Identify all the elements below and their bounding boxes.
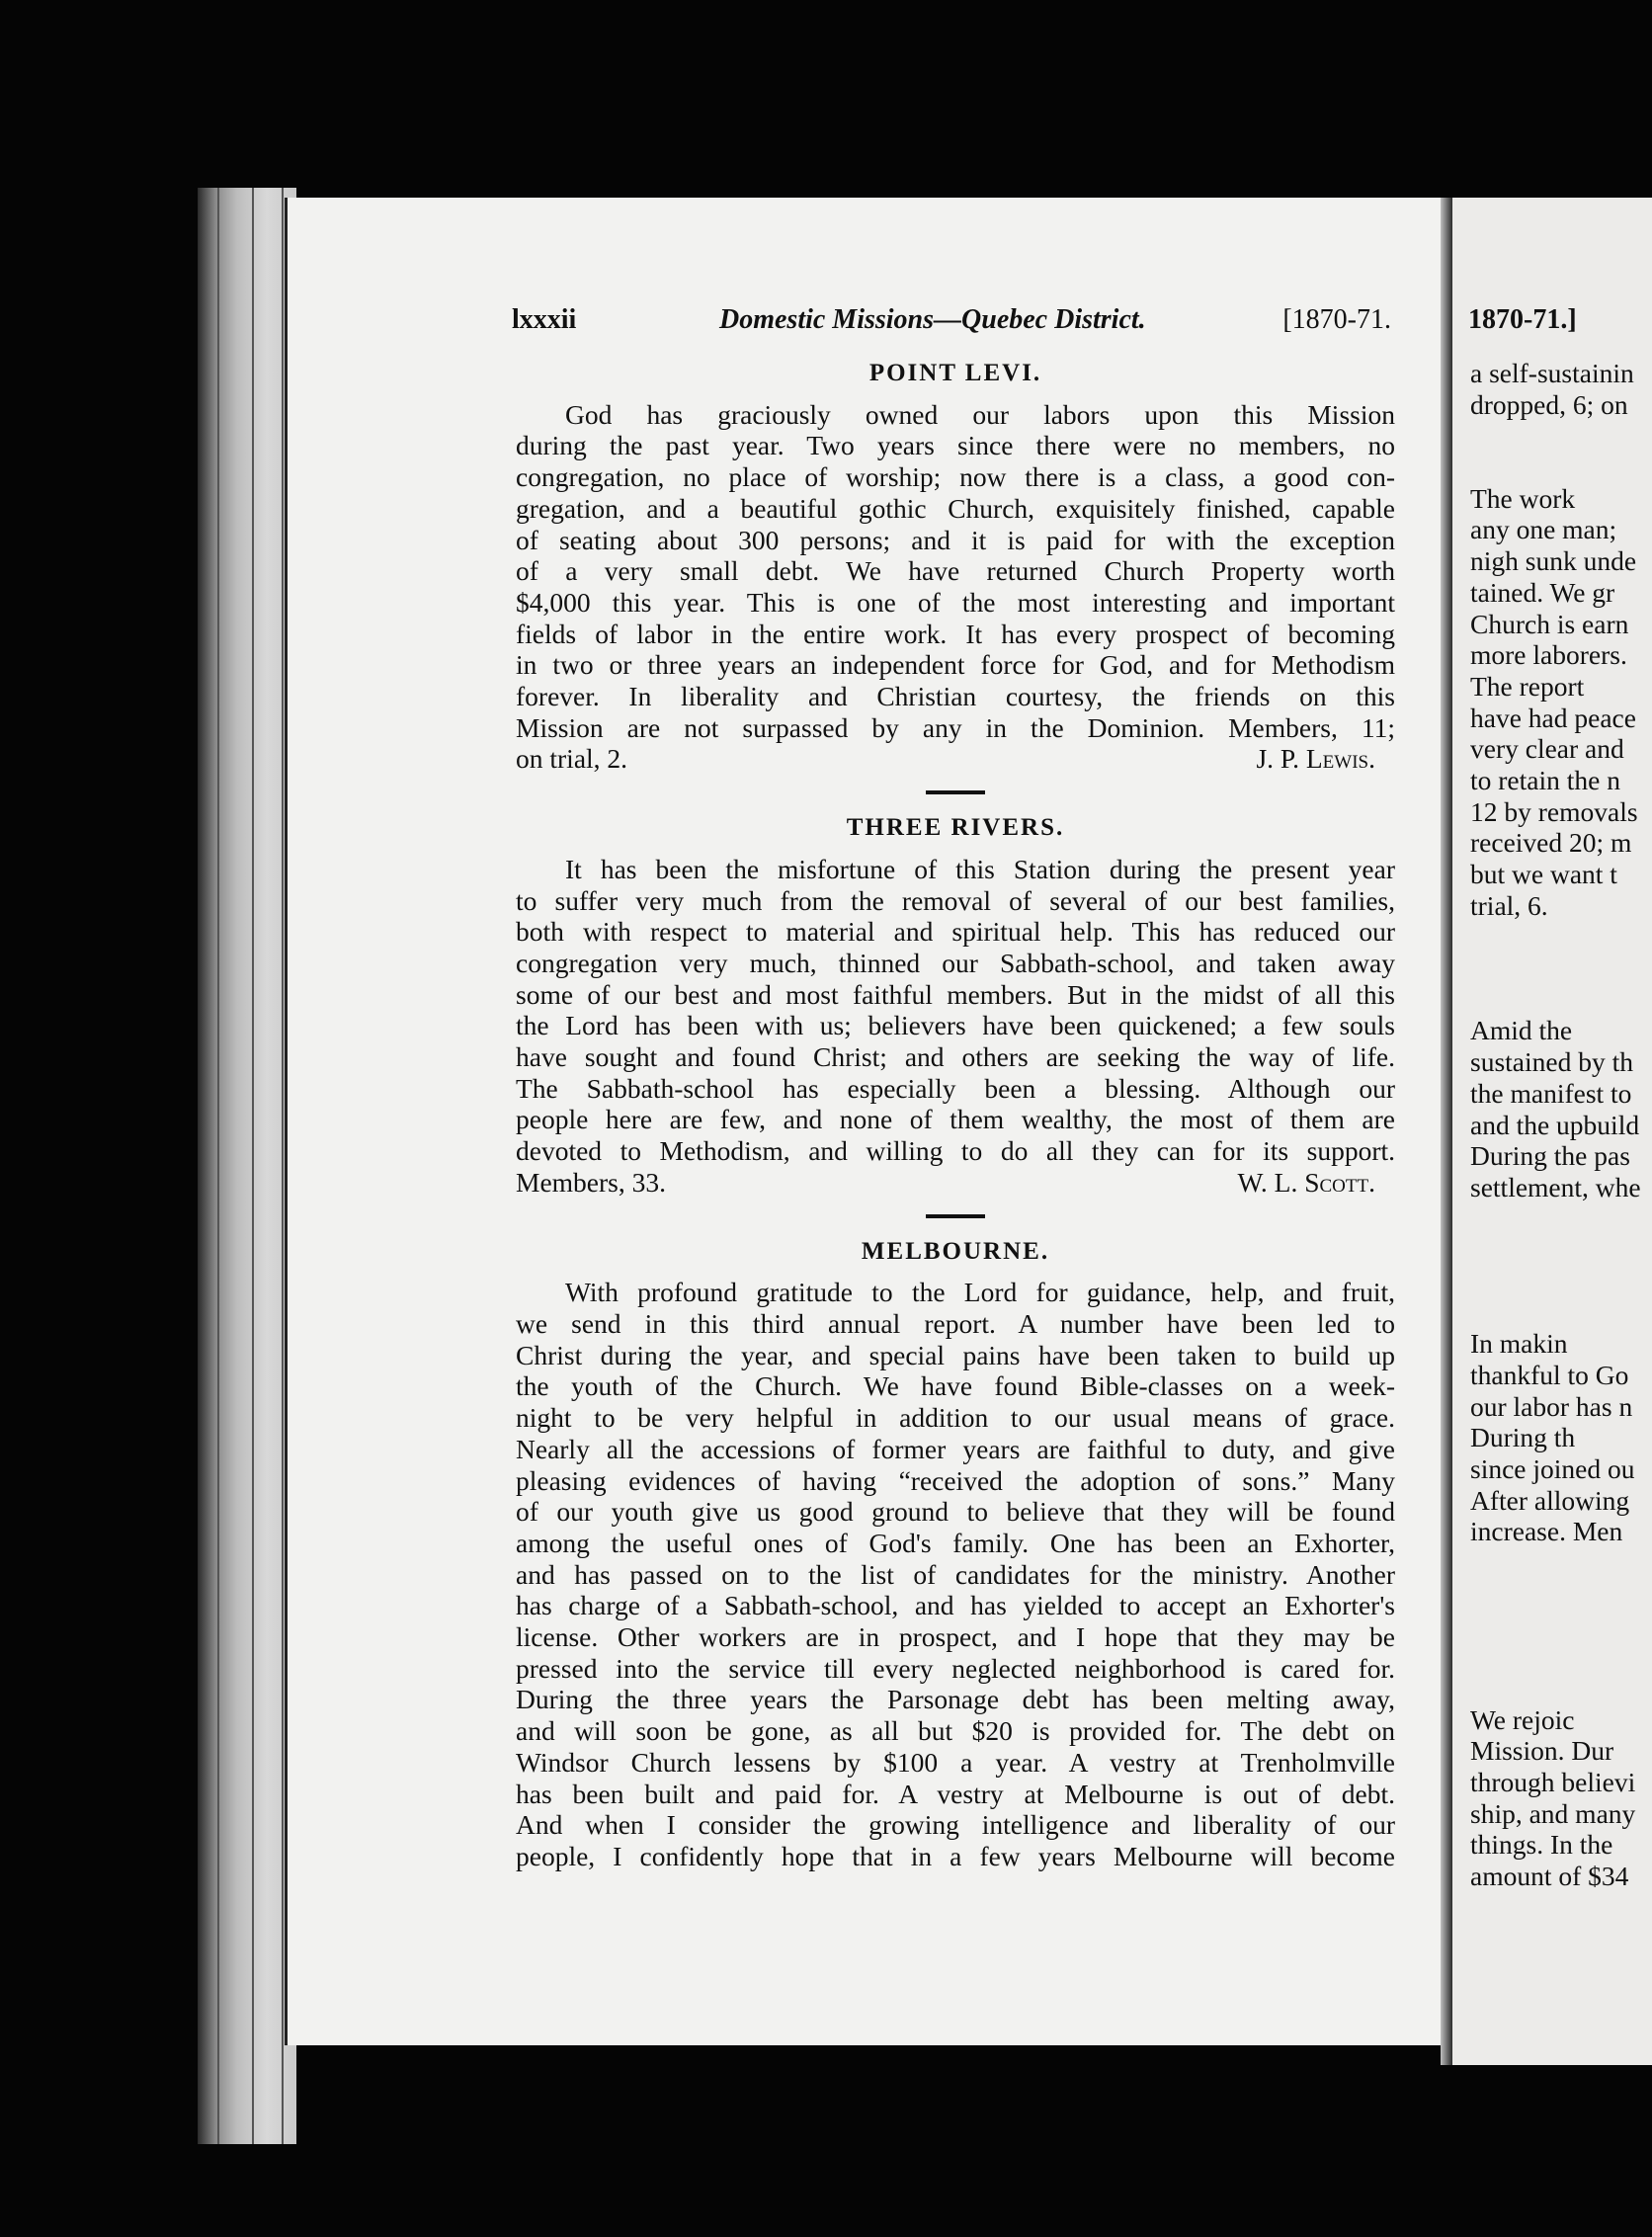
right-text-line: very clear and [1470,733,1624,765]
right-text-line: amount of $34 [1470,1861,1629,1891]
right-text-line [1470,1673,1652,1704]
text-line: pressed into the service till every neglected neighborhood is cared for. [516,1652,1395,1684]
right-text-line: the manifest to [1470,1077,1632,1109]
section-title: THREE RIVERS. [846,814,1065,842]
text-line: pleasing evidences of having “received the adoption of sons.” Many [516,1464,1395,1496]
text-line: some of our best and most faithful members. But in the midst of all this [516,978,1395,1010]
section-divider [926,1214,985,1218]
running-head [512,304,1391,344]
right-text-line: but we want t [1470,859,1617,889]
left-page-text [516,358,1395,1872]
right-text-line: through believi [1470,1766,1636,1797]
right-text-line: increase. Men [1470,1516,1623,1547]
text-line: During the three years the Parsonage debt has been melting away, [516,1684,1395,1715]
text-line: $4,000 this year. This is one of the most interesting and important [516,586,1395,618]
text-line: Mission are not surpassed by any in the Dominion. Members, 11; [516,711,1395,743]
text-line: devoted to Methodism, and willing to do all they can for its support. [516,1135,1395,1167]
text-line: It has been the misfortune of this Station during the present year [565,853,1395,884]
right-text-line [1470,1611,1652,1642]
right-text-line [1470,984,1652,1016]
right-page-year: 1870-71.] [1468,304,1577,335]
right-text-line: settlement, whe [1470,1171,1641,1202]
text-line: fields of labor in the entire work. It has every prospect of becoming [516,618,1395,649]
text-line: and has passed on to the list of candidates for the ministry. Another [516,1558,1395,1590]
right-text-line: nigh sunk unde [1470,545,1637,577]
right-text-line: any one man; [1470,514,1617,545]
right-text-line: more laborers. [1470,639,1627,671]
section-point-levi [516,358,1395,775]
right-text-line: ship, and many [1470,1797,1636,1829]
right-text-line: things. In the [1470,1829,1613,1861]
text-line: forever. In liberality and Christian courtesy, the friends on this [516,681,1395,712]
text-line: night to be very helpful in addition to our usual means of grace. [516,1402,1395,1434]
text-line: of our youth give us good ground to believe that they will be found [516,1496,1395,1528]
text-line: has been built and paid for. A vestry at Melbourne is out of debt. [516,1778,1395,1809]
right-text-line: Church is earn [1470,608,1629,639]
right-text-line: a self-sustainin [1470,358,1634,388]
right-text-line: During th [1470,1422,1576,1453]
text-line: God has graciously owned our labors upon this Mission [565,398,1395,430]
text-line: of a very small debt. We have returned Church Property worth [516,555,1395,587]
text-line: of seating about 300 persons; and it is paid for with the exception [516,524,1395,555]
right-text-line [1470,1641,1652,1673]
right-text-line: The report [1470,670,1585,702]
section-divider [926,790,985,794]
text-line: And when I consider the growing intelligence and liberality of our [516,1809,1395,1841]
text-line: among the useful ones of God's family. One has been an Exhorter, [516,1527,1395,1558]
right-text-line: sustained by th [1470,1046,1633,1078]
signature-line [516,743,1395,775]
text-line: the youth of the Church. We have found Bible-classes on a week- [516,1370,1395,1402]
right-text-line: 12 by removals [1470,795,1638,827]
text-line: With profound gratitude to the Lord for guidance, help, and fruit, [565,1277,1395,1308]
section-three-rivers [516,812,1395,1198]
right-text-line: thankful to Go [1470,1360,1629,1390]
running-year: [1870-71. [1282,304,1391,335]
text-line: both with respect to material and spiritual help. This has reduced our [516,916,1395,948]
book-gutter [1441,198,1452,2065]
right-text-line: We rejoic [1470,1703,1575,1735]
text-line: we send in this third annual report. A number have been led to [516,1307,1395,1339]
text-line: The Sabbath-school has especially been a blessing. Although our [516,1072,1395,1104]
section-title: POINT LEVI. [868,360,1042,386]
text-line: the Lord has been with us; believers have been quickened; a few souls [516,1010,1395,1041]
right-text-line [1470,452,1652,483]
right-text-line [1470,420,1652,452]
right-text-line [1470,1579,1652,1611]
right-text-line [1470,1234,1652,1266]
right-text-line: trial, 6. [1470,889,1548,921]
member-count: on trial, 2. [516,743,628,775]
right-text-line [1470,1203,1652,1235]
right-text-line: In makin [1470,1328,1568,1360]
author-signature: J. P. Lewis. [1256,743,1375,775]
right-text-line: tained. We gr [1470,576,1615,608]
right-text-line: have had peace [1470,702,1636,733]
section-melbourne [516,1236,1395,1872]
right-text-line [1470,953,1652,984]
right-text-line: dropped, 6; on [1470,388,1628,420]
text-line: people, I confidently hope that in a few years Melbourne will become [516,1840,1395,1871]
right-text-line: The work [1470,482,1576,514]
text-line: and will soon be gone, as all but $20 is provided for. The debt on [516,1715,1395,1747]
text-line: Windsor Church lessens by $100 a year. A vestry at Trenholmville [516,1746,1395,1778]
right-text-line: Mission. Dur [1470,1735,1614,1767]
member-count: Members, 33. [516,1166,666,1198]
right-text-line: During the pas [1470,1140,1630,1172]
right-text-line [1470,1297,1652,1329]
text-line: to suffer very much from the removal of several of our best families, [516,884,1395,916]
text-line: have sought and found Christ; and others are seeking the way of life. [516,1041,1395,1073]
right-text-line [1470,1547,1652,1579]
text-line: license. Other workers are in prospect, and I hope that they may be [516,1621,1395,1653]
text-line: gregation, and a beautiful gothic Church, exquisitely finished, capable [516,492,1395,524]
signature-line [516,1167,1395,1199]
text-line: has charge of a Sabbath-school, and has yielded to accept an Exhorter's [516,1590,1395,1621]
right-text-line: our labor has n [1470,1390,1633,1422]
text-line: congregation very much, thinned our Sabbath-school, and taken away [516,947,1395,978]
text-line: Nearly all the accessions of former years are faithful to duty, and give [516,1433,1395,1464]
right-page-text [1470,358,1652,1892]
text-line: in two or three years an independent force for God, and for Methodism [516,649,1395,681]
right-text-line: since joined ou [1470,1453,1635,1485]
book-page-edges [198,188,296,2144]
text-line: congregation, no place of worship; now there is a class, a good con- [516,461,1395,493]
author-signature: W. L. Scott. [1237,1166,1375,1198]
right-text-line [1470,921,1652,953]
text-line: people here are few, and none of them wealthy, the most of them are [516,1104,1395,1135]
right-text-line: to retain the n [1470,764,1620,795]
text-line: Christ during the year, and special pains have been taken to build up [516,1339,1395,1370]
text-line: during the past year. Two years since there were no members, no [516,430,1395,461]
right-text-line: Amid the [1470,1015,1573,1046]
page-number: lxxxii [512,304,577,335]
running-title: Domestic Missions—Quebec District. [719,304,1146,335]
right-text-line: After allowing [1470,1484,1630,1516]
right-text-line [1470,1266,1652,1297]
right-text-line: received 20; m [1470,827,1632,859]
right-text-line: and the upbuild [1470,1109,1640,1140]
section-title: MELBOURNE. [861,1237,1050,1265]
